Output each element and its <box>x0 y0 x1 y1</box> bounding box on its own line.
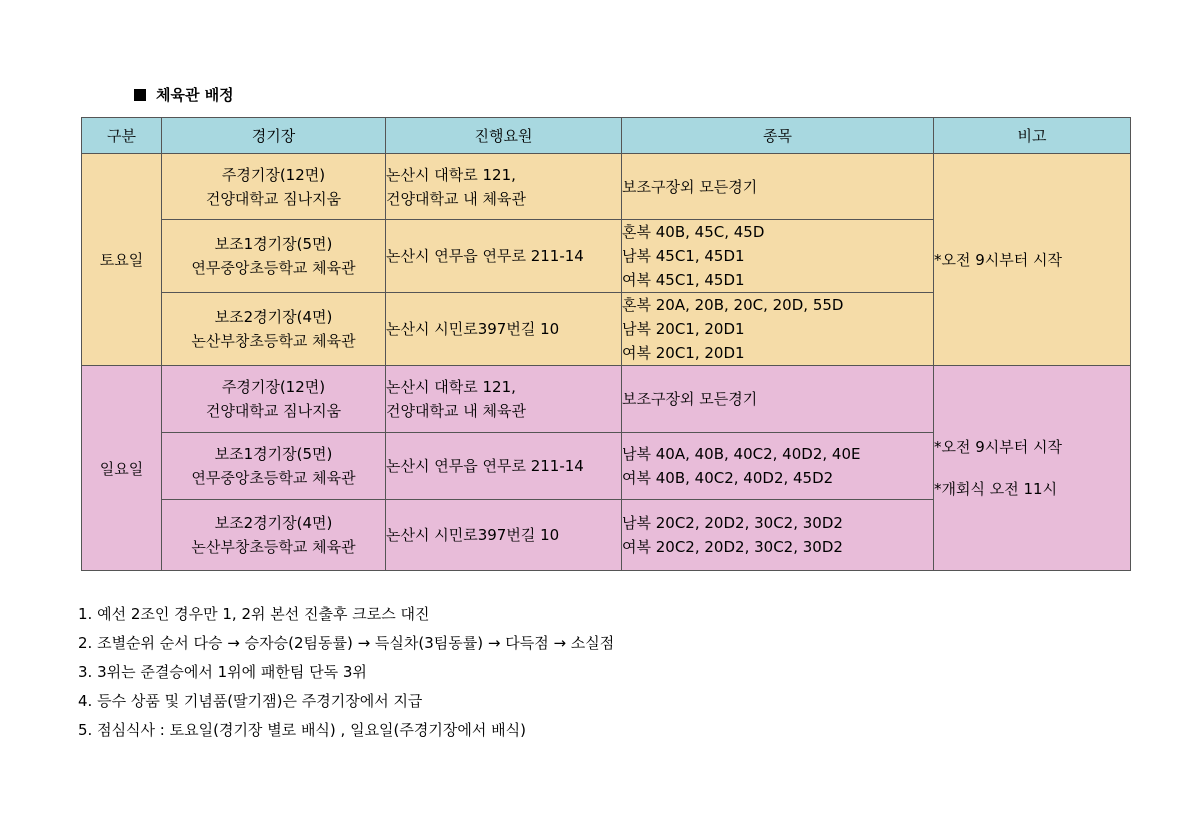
square-bullet-icon <box>134 89 146 101</box>
note-item-5: 5. 점심식사 : 토요일(경기장 별로 배식) , 일요일(주경기장에서 배식) <box>78 721 526 739</box>
header-division: 구분 <box>82 118 162 154</box>
event-cell: 혼복 20A, 20B, 20C, 20D, 55D 남복 20C1, 20D1 여복 20C1, 20D1 <box>622 293 934 366</box>
note-item-4: 4. 등수 상품 및 기념품(딸기잼)은 주경기장에서 지급 <box>78 692 423 710</box>
event-cell: 보조구장외 모든경기 <box>622 366 934 433</box>
location-cell: 논산시 연무읍 연무로 211-14 <box>386 220 622 293</box>
note-sunday: *오전 9시부터 시작 *개회식 오전 11시 <box>934 366 1131 571</box>
section-title: 체육관 배정 <box>156 86 234 104</box>
location-cell: 논산시 연무읍 연무로 211-14 <box>386 433 622 500</box>
location-cell: 논산시 대학로 121, 건양대학교 내 체육관 <box>386 154 622 220</box>
header-staff: 진행요원 <box>386 118 622 154</box>
venue-cell: 보조2경기장(4면) 논산부창초등학교 체육관 <box>162 500 386 571</box>
table-row <box>82 154 1131 220</box>
day-sunday: 일요일 <box>82 366 162 571</box>
header-remarks: 비고 <box>934 118 1131 154</box>
venue-cell: 보조1경기장(5면) 연무중앙초등학교 체육관 <box>162 220 386 293</box>
day-saturday: 토요일 <box>82 154 162 366</box>
venue-cell: 보조1경기장(5면) 연무중앙초등학교 체육관 <box>162 433 386 500</box>
section-heading <box>134 84 234 105</box>
header-venue: 경기장 <box>162 118 386 154</box>
header-event: 종목 <box>622 118 934 154</box>
location-cell: 논산시 대학로 121, 건양대학교 내 체육관 <box>386 366 622 433</box>
event-cell: 보조구장외 모든경기 <box>622 154 934 220</box>
venue-cell: 주경기장(12면) 건양대학교 짐나지움 <box>162 154 386 220</box>
note-item-1: 1. 예선 2조인 경우만 1, 2위 본선 진출후 크로스 대진 <box>78 605 430 623</box>
event-cell: 혼복 40B, 45C, 45D 남복 45C1, 45D1 여복 45C1, 45D1 <box>622 220 934 293</box>
note-item-2: 2. 조별순위 순서 다승 → 승자승(2팀동률) → 득실차(3팀동률) → 다득점 → 소실점 <box>78 634 615 652</box>
location-cell: 논산시 시민로397번길 10 <box>386 500 622 571</box>
table-row <box>82 366 1131 433</box>
venue-cell: 보조2경기장(4면) 논산부창초등학교 체육관 <box>162 293 386 366</box>
note-saturday: *오전 9시부터 시작 <box>934 154 1131 366</box>
event-cell: 남복 20C2, 20D2, 30C2, 30D2 여복 20C2, 20D2, 30C2, 30D2 <box>622 500 934 571</box>
venue-cell: 주경기장(12면) 건양대학교 짐나지움 <box>162 366 386 433</box>
rules-notes <box>78 600 614 745</box>
venue-schedule-table <box>81 117 1131 571</box>
note-item-3: 3. 3위는 준결승에서 1위에 패한팀 단독 3위 <box>78 663 367 681</box>
event-cell: 남복 40A, 40B, 40C2, 40D2, 40E 여복 40B, 40C2, 40D2, 45D2 <box>622 433 934 500</box>
location-cell: 논산시 시민로397번길 10 <box>386 293 622 366</box>
table-header-row <box>82 118 1131 154</box>
